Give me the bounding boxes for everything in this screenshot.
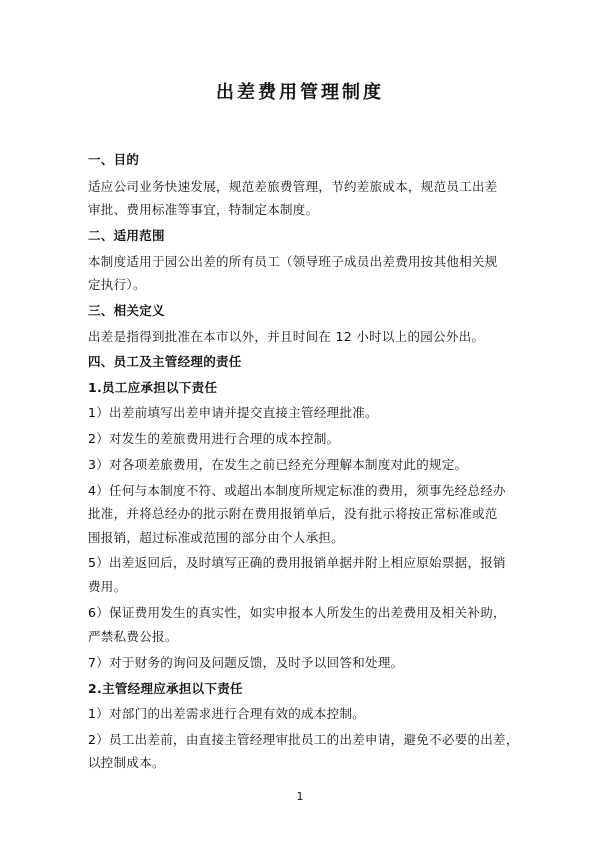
section-heading-responsibilities: 四、员工及主管经理的责任 bbox=[88, 354, 242, 369]
section-heading-scope: 二、适用范围 bbox=[88, 228, 165, 243]
paragraph-line: 本制度适用于园公出差的所有员工（领导班子成员出差费用按其他相关规 bbox=[88, 254, 498, 269]
subsection-heading-employee: 1.员工应承担以下责任 bbox=[88, 380, 218, 395]
list-item-line: 批准，并将总经办的批示附在费用报销单后，没有批示将按正常标准或范 bbox=[88, 506, 498, 521]
list-item-line: 围报销，超过标准或范围的部分由个人承担。 bbox=[88, 530, 345, 545]
list-item-line: 以控制成本。 bbox=[88, 755, 165, 770]
list-item-line: 4）任何与本制度不符、或超出本制度所规定标准的费用，须事先经总经办 bbox=[88, 483, 506, 498]
section-heading-definition: 三、相关定义 bbox=[88, 303, 165, 318]
subsection-heading-manager: 2.主管经理应承担以下责任 bbox=[88, 681, 243, 696]
list-item-line: 1）出差前填写出差申请并提交直接主管经理批准。 bbox=[88, 405, 378, 420]
list-item-line: 1）对部门的出差需求进行合理有效的成本控制。 bbox=[88, 706, 366, 721]
list-item-line: 6）保证费用发生的真实性，如实申报本人所发生的出差费用及相关补助， bbox=[88, 605, 506, 620]
document-title: 出差费用管理制度 bbox=[216, 82, 384, 103]
page-number: 1 bbox=[296, 790, 304, 803]
paragraph-line: 适应公司业务快速发展，规范差旅费管理，节约差旅成本，规范员工出差 bbox=[88, 179, 498, 194]
list-item-line: 费用。 bbox=[88, 579, 127, 594]
list-item-line: 2）员工出差前，由直接主管经理审批员工的出差申请，避免不必要的出差， bbox=[88, 732, 519, 747]
paragraph-line: 审批、费用标准等事宜，特制定本制度。 bbox=[88, 202, 319, 217]
section-heading-purpose: 一、目的 bbox=[88, 152, 140, 167]
list-item-line: 3）对各项差旅费用，在发生之前已经充分理解本制度对此的规定。 bbox=[88, 457, 468, 472]
paragraph-line: 出差是指得到批准在本市以外，并且时间在 12 小时以上的园公外出。 bbox=[88, 329, 485, 344]
list-item-line: 2）对发生的差旅费用进行合理的成本控制。 bbox=[88, 431, 340, 446]
list-item-line: 严禁私费公报。 bbox=[88, 629, 178, 644]
list-item-line: 5）出差返回后，及时填写正确的费用报销单据并附上相应原始票据，报销 bbox=[88, 555, 506, 570]
list-item-line: 7）对于财务的询问及问题反馈，及时予以回答和处理。 bbox=[88, 655, 404, 670]
paragraph-line: 定执行）。 bbox=[88, 277, 146, 292]
